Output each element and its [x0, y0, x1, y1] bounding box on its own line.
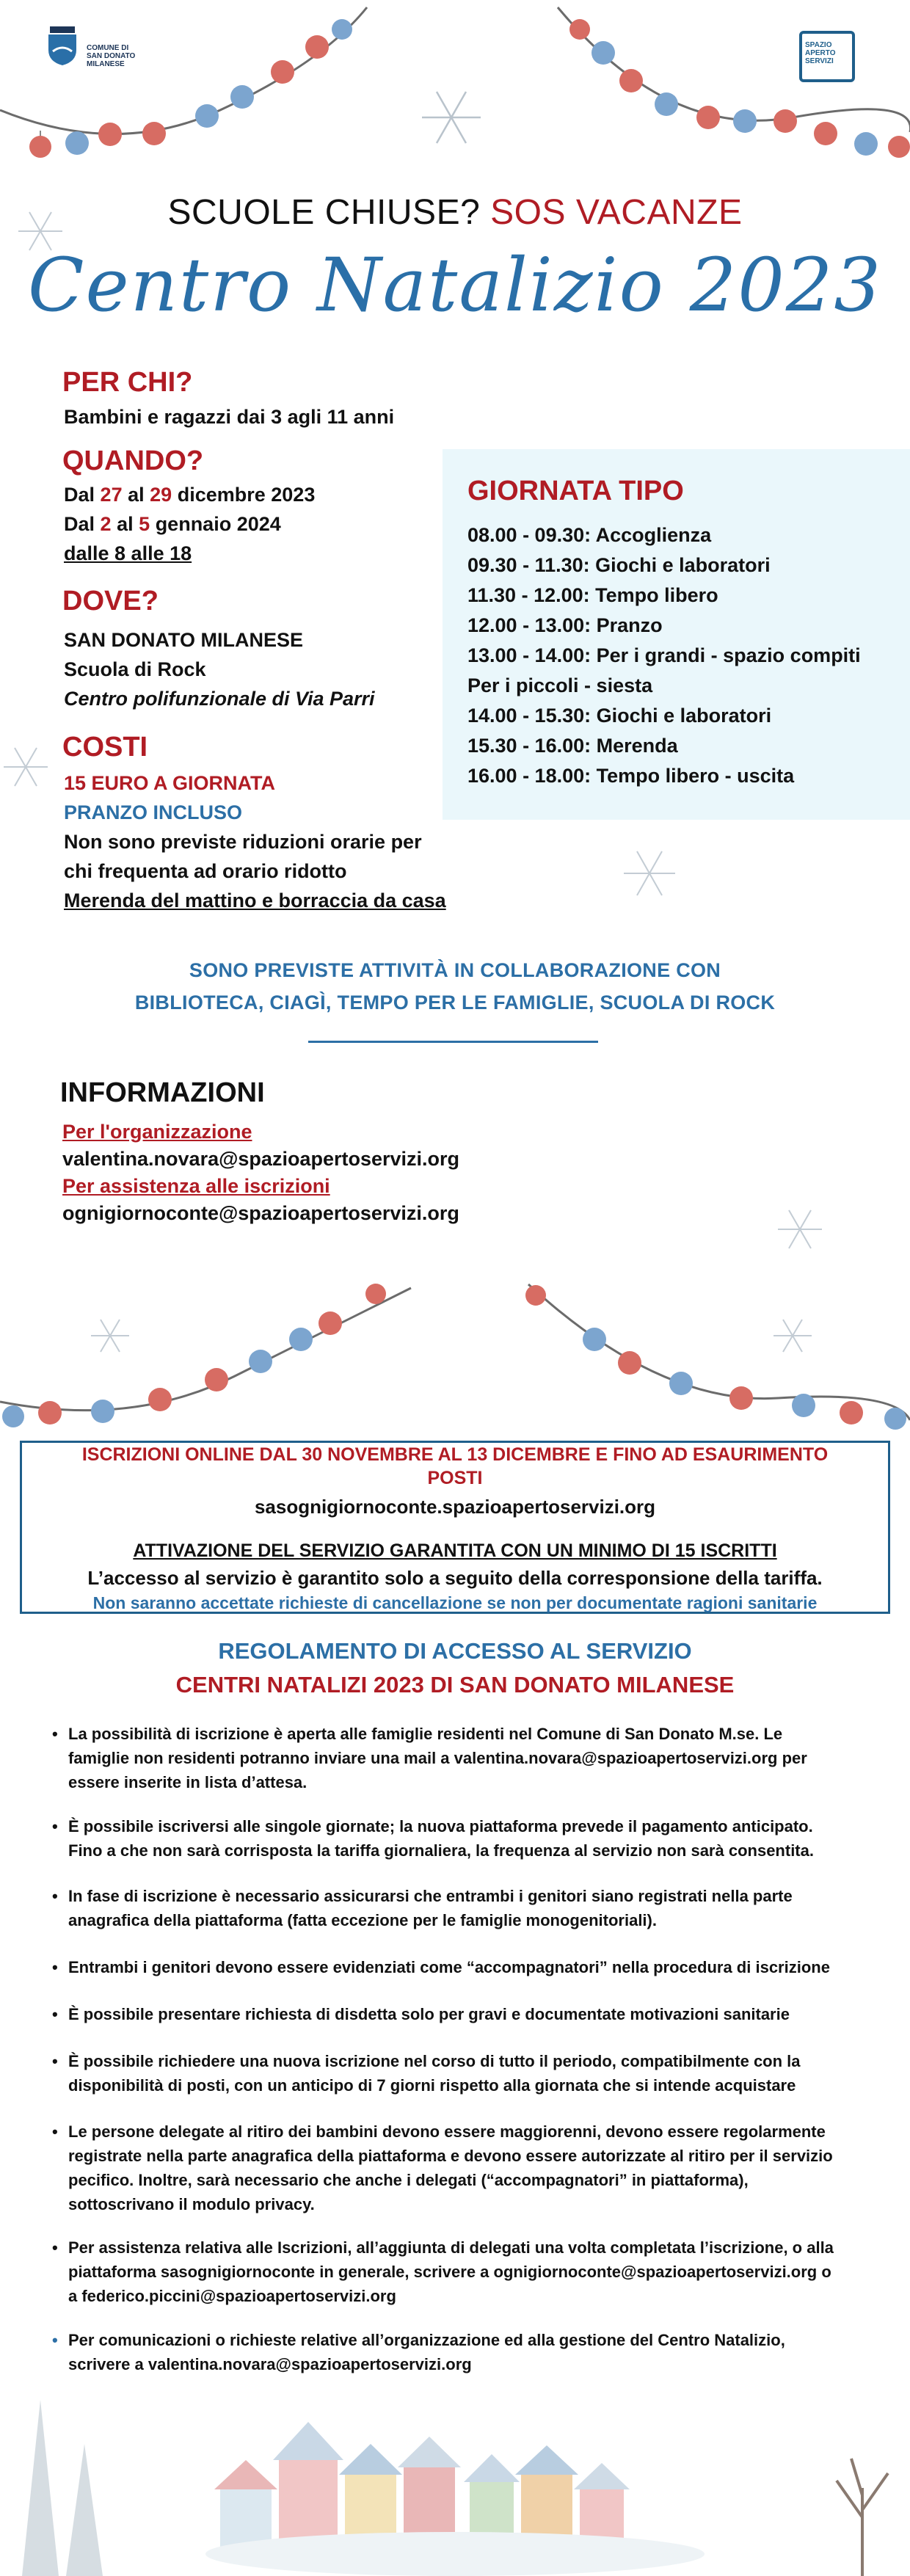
date-highlight: 27	[100, 484, 123, 506]
comune-logo	[46, 22, 148, 69]
text: Dal	[64, 513, 95, 535]
logo-text: COMUNE DI	[87, 44, 129, 52]
collab-line: SONO PREVISTE ATTIVITÀ IN COLLABORAZIONE CON	[189, 959, 721, 981]
costi-line-2: chi frequenta ad orario ridotto	[64, 860, 347, 882]
rule-bullet	[68, 2002, 861, 2026]
accesso-text: L’accesso al servizio è garantito solo a seguito della corresponsione della tariffa.	[87, 1567, 823, 1589]
logo-text: SPAZIO	[805, 41, 832, 49]
rule-line: famiglie non residenti potranno inviare una mail a valentina.novara@spazioapertoservizi.org per	[68, 1749, 807, 1767]
divider	[308, 1041, 598, 1043]
date-highlight: 29	[150, 484, 172, 506]
quando-line-2	[64, 509, 281, 539]
info-heading: INFORMAZIONI	[60, 1077, 265, 1108]
info-iscr-label: Per assistenza alle iscrizioni	[62, 1175, 330, 1197]
attivazione-text: ATTIVAZIONE DEL SERVIZIO GARANTITA CON UN MINIMO DI 15 ISCRITTI	[133, 1540, 777, 1561]
dove-line-2: Scuola di Rock	[64, 658, 206, 680]
info-org-email[interactable]: valentina.novara@spazioapertoservizi.org	[62, 1148, 460, 1170]
snowflake-icon	[0, 741, 51, 793]
schedule-row: 15.30 - 16.00: Merenda	[467, 735, 678, 757]
snowflake-icon	[88, 1314, 132, 1358]
rule-line: a federico.piccini@spazioapertoservizi.org	[68, 2287, 396, 2305]
text: dicembre 2023	[177, 484, 316, 506]
rule-line: sottoscrivano il modulo privacy.	[68, 2195, 315, 2213]
rule-line: pecifico. Inoltre, sarà necessario che anche i delegati (“accompagnatori” in piattaforma),	[68, 2171, 749, 2189]
per-chi-text: Bambini e ragazzi dai 3 agli 11 anni	[64, 406, 395, 428]
giornata-tipo-heading: GIORNATA TIPO	[467, 476, 684, 506]
rule-bullet	[68, 1955, 861, 1979]
dove-line-1: SAN DONATO MILANESE	[64, 629, 304, 651]
rule-line: piattaforma sasognigiornoconte in generale, scrivere a ognigiornoconte@spazioapertoservizi.org o	[68, 2263, 831, 2281]
schedule-row: 12.00 - 13.00: Pranzo	[467, 614, 663, 636]
costi-heading: COSTI	[62, 732, 148, 763]
headline	[0, 192, 910, 233]
garland-middle-left	[0, 1281, 440, 1442]
rule-bullet	[68, 1884, 861, 1932]
rule-bullet	[68, 2328, 861, 2376]
logo-text: SAN DONATO	[87, 52, 136, 60]
rule-line: • Per assistenza relativa alle Iscrizioni, all’aggiunta di delegati una volta completata l’iscrizione, o alla	[68, 2238, 834, 2257]
snowflake-icon	[418, 84, 484, 150]
date-highlight: 5	[139, 513, 150, 535]
rule-line: scrivere a valentina.novara@spazioapertoservizi.org	[68, 2355, 472, 2373]
logo-text: SERVIZI	[805, 57, 834, 65]
regolamento-title: REGOLAMENTO DI ACCESSO AL SERVIZIO	[218, 1638, 692, 1664]
coat-of-arms-icon	[46, 25, 79, 66]
iscrizioni-posti: POSTI	[427, 1468, 483, 1488]
iscrizioni-box	[20, 1441, 890, 1614]
quando-hours: dalle 8 alle 18	[64, 542, 192, 564]
rule-line: anagrafica della piattaforma (fatta eccezione per le famiglie monogenitoriali).	[68, 1911, 657, 1929]
snowflake-icon	[771, 1314, 815, 1358]
rule-bullet	[68, 1722, 861, 1794]
schedule-row: 08.00 - 09.30: Accoglienza	[467, 524, 712, 546]
rule-line: Fino a che non sarà corrisposta la tariffa giornaliera, la frequenza al servizio non sarà consentita.	[68, 1841, 814, 1860]
logo-text: APERTO	[805, 49, 836, 57]
rule-line: disponibilità di posti, con un anticipo di 7 giorni rispetto alla giornata che si intende acquistare	[68, 2076, 796, 2095]
rule-bullet	[68, 1814, 861, 1863]
rule-bullet	[68, 2235, 861, 2308]
headline-red: SOS VACANZE	[490, 193, 743, 232]
dove-heading: DOVE?	[62, 586, 159, 616]
rule-bullet	[68, 2120, 861, 2216]
schedule-row: 16.00 - 18.00: Tempo libero - uscita	[467, 765, 795, 787]
text: al	[117, 513, 134, 535]
rule-bullet	[68, 2049, 861, 2097]
snowflake-icon	[620, 844, 679, 903]
rule-line: • È possibile presentare richiesta di disdetta solo per gravi e documentate motivazioni sanitarie	[68, 2005, 790, 2023]
costi-line-3: Merenda del mattino e borraccia da casa	[64, 889, 446, 912]
schedule-row: 14.00 - 15.30: Giochi e laboratori	[467, 705, 772, 727]
costi-pranzo: PRANZO INCLUSO	[64, 801, 242, 823]
rule-line: • Entrambi i genitori devono essere evidenziati come “accompagnatori” nella procedura di iscrizione	[68, 1958, 830, 1976]
info-org-label: Per l'organizzazione	[62, 1121, 252, 1143]
rule-line: • Per comunicazioni o richieste relative all’organizzazione ed alla gestione del Centro Natalizio,	[68, 2331, 785, 2349]
rule-line: • La possibilità di iscrizione è aperta alle famiglie residenti nel Comune di San Donato M.se. Le	[68, 1725, 783, 1743]
regolamento-subtitle: CENTRI NATALIZI 2023 DI SAN DONATO MILANESE	[175, 1672, 735, 1698]
cancellazione-text: Non saranno accettate richieste di cancellazione se non per documentate ragioni sanitarie	[92, 1593, 818, 1612]
info-iscr-email[interactable]: ognigiornoconte@spazioapertoservizi.org	[62, 1202, 459, 1224]
giornata-tipo-panel	[443, 449, 910, 820]
rule-line: • È possibile richiedere una nuova iscrizione nel corso di tutto il periodo, compatibilmente con la	[68, 2052, 801, 2070]
logo-text: MILANESE	[87, 60, 125, 68]
snowflake-icon	[774, 1204, 826, 1255]
quando-line-1	[64, 480, 315, 509]
collab-line: BIBLIOTECA, CIAGÌ, TEMPO PER LE FAMIGLIE, SCUOLA DI ROCK	[134, 992, 776, 1014]
schedule-row: 11.30 - 12.00: Tempo libero	[467, 584, 718, 606]
text: gennaio 2024	[155, 513, 281, 535]
rule-line: • Le persone delegate al ritiro dei bambini devono essere maggiorenni, devono essere regolarmente	[68, 2122, 826, 2141]
rule-line: • In fase di iscrizione è necessario assicurarsi che entrambi i genitori siano registrati nella parte	[68, 1887, 793, 1905]
dove-line-3: Centro polifunzionale di Via Parri	[64, 688, 375, 710]
costi-line-1: Non sono previste riduzioni orarie per	[64, 831, 422, 853]
garland-middle-right	[514, 1281, 910, 1442]
date-highlight: 2	[100, 513, 112, 535]
schedule-row: 13.00 - 14.00: Per i grandi - spazio compiti	[467, 644, 861, 666]
headline-black: SCUOLE CHIUSE?	[167, 193, 481, 232]
schedule-row: Per i piccoli - siesta	[467, 674, 653, 696]
rule-line: essere inserite in lista d’attesa.	[68, 1773, 307, 1791]
iscrizioni-site-link[interactable]: sasognigiornoconte.spazioapertoservizi.org	[254, 1496, 656, 1518]
winter-village-illustration	[0, 2378, 910, 2576]
schedule-row: 09.30 - 11.30: Giochi e laboratori	[467, 554, 771, 576]
rule-line: • È possibile iscriversi alle singole giornate; la nuova piattaforma prevede il pagamento anticipato.	[68, 1817, 813, 1835]
spazio-aperto-logo	[796, 31, 861, 91]
collaborations-text	[0, 954, 910, 1019]
quando-heading: QUANDO?	[62, 445, 204, 476]
text: al	[128, 484, 145, 506]
costi-price: 15 EURO A GIORNATA	[64, 772, 276, 794]
page-title: Centro Natalizio 2023	[27, 242, 883, 328]
iscrizioni-dates: ISCRIZIONI ONLINE DAL 30 NOVEMBRE AL 13 DICEMBRE E FINO AD ESAURIMENTO	[81, 1444, 829, 1465]
text: Dal	[64, 484, 95, 506]
rule-line: registrate nella parte anagrafica della piattaforma e devono essere autorizzate al ritiro per il servizio	[68, 2147, 833, 2165]
per-chi-heading: PER CHI?	[62, 367, 193, 398]
